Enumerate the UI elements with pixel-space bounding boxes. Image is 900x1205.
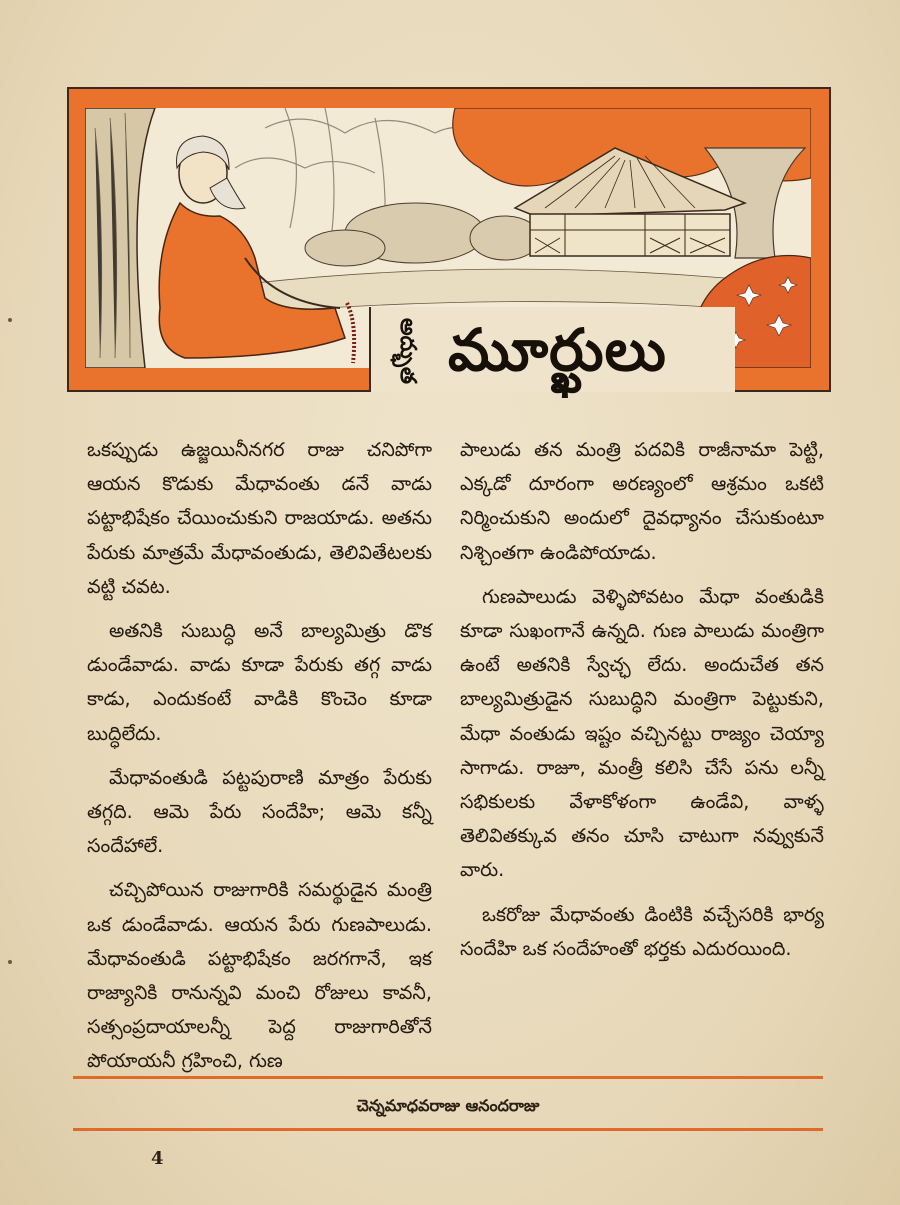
paragraph: చచ్చిపోయిన రాజుగారికి సమర్థుడైన మంత్రి ఒక డుండేవాడు. ఆయన పేరు గుణపాలుడు. మేధావంతుడి పట్టాభిషేకం జరగగానే, ఇక రాజ్యానికి రానున్నవి మంచి రోజులు కావనీ, సత్సంప్రదాయాలన్నీ పెద్ద రాజుగారితోనే పోయాయనీ గ్రహించి, గుణ (87, 878, 432, 1073)
paragraph: ఒకప్పుడు ఉజ్జయినీనగర రాజు చనిపోగా ఆయన కొడుకు మేధావంతు డనే వాడు పట్టాభిషేకం చేయించుకుని రాజయాడు. అతను పేరుకు మాత్రమే మేధావంతుడు, తెలివితేటలకు వట్టి చవట. (87, 438, 432, 598)
author-credit: చెన్నమాధవరాజు ఆనందరాజు (356, 1096, 540, 1115)
paragraph: పాలుడు తన మంత్రి పదవికి రాజీనామా పెట్టి, ఎక్కడో దూరంగా అరణ్యంలో ఆశ్రమం ఒకటి నిర్మించుకుని అందులో దైవధ్యానం చేసుకుంటూ నిశ్చింతగా ఉండిపోయాడు. (460, 438, 824, 564)
right-column (460, 433, 824, 966)
divider-top (73, 1076, 823, 1079)
binding-mark (8, 960, 12, 964)
divider-bottom (73, 1128, 823, 1131)
paragraph: అతనికి సుబుద్ధి అనే బాల్యమిత్రు డొక డుండేవాడు. వాడు కూడా పేరుకు తగ్గ వాడు కాడు, ఎందుకంటే వాడికి కొంచెం కూడా బుద్ధిలేదు. (87, 619, 432, 745)
binding-mark (8, 318, 12, 322)
paragraph: గుణపాలుడు వెళ్ళిపోవటం మేధా వంతుడికి కూడా సుఖంగానే ఉన్నది. గుణ పాలుడు మంత్రిగా ఉంటే అతనికి స్వేచ్ఛ లేదు. అందుచేత తన బాల్యమిత్రుడైన సుబుద్ధిని మంత్రిగా పెట్టుకుని, మేధా వంతుడు ఇష్టం వచ్చినట్టు రాజ్యం చెయ్యా సాగాడు. రాజూ, మంత్రీ కలిసి చేసే పను లన్నీ సభికులకు వేళాకోళంగా ఉండేవి, వాళ్ళ తెలివితక్కువ తనం చూసి చాటుగా నవ్వుకునే వారు. (460, 584, 824, 882)
paragraph: మేధావంతుడి పట్టపురాణి మాత్రం పేరుకు తగ్గది. ఆమె పేరు సందేహి; ఆమె కన్నీ సందేహాలే. (87, 765, 432, 858)
title-tag: అద్భుత (395, 318, 420, 385)
paragraph: ఒకరోజు మేధావంతు డింటికి వచ్చేసరికి భార్య సందేహి ఒక సందేహంతో భర్తకు ఎదురయింది. (460, 902, 824, 960)
page-number: 4 (151, 1148, 164, 1169)
left-column (87, 433, 432, 1079)
story-title: మూర్ఖులు (448, 316, 667, 384)
